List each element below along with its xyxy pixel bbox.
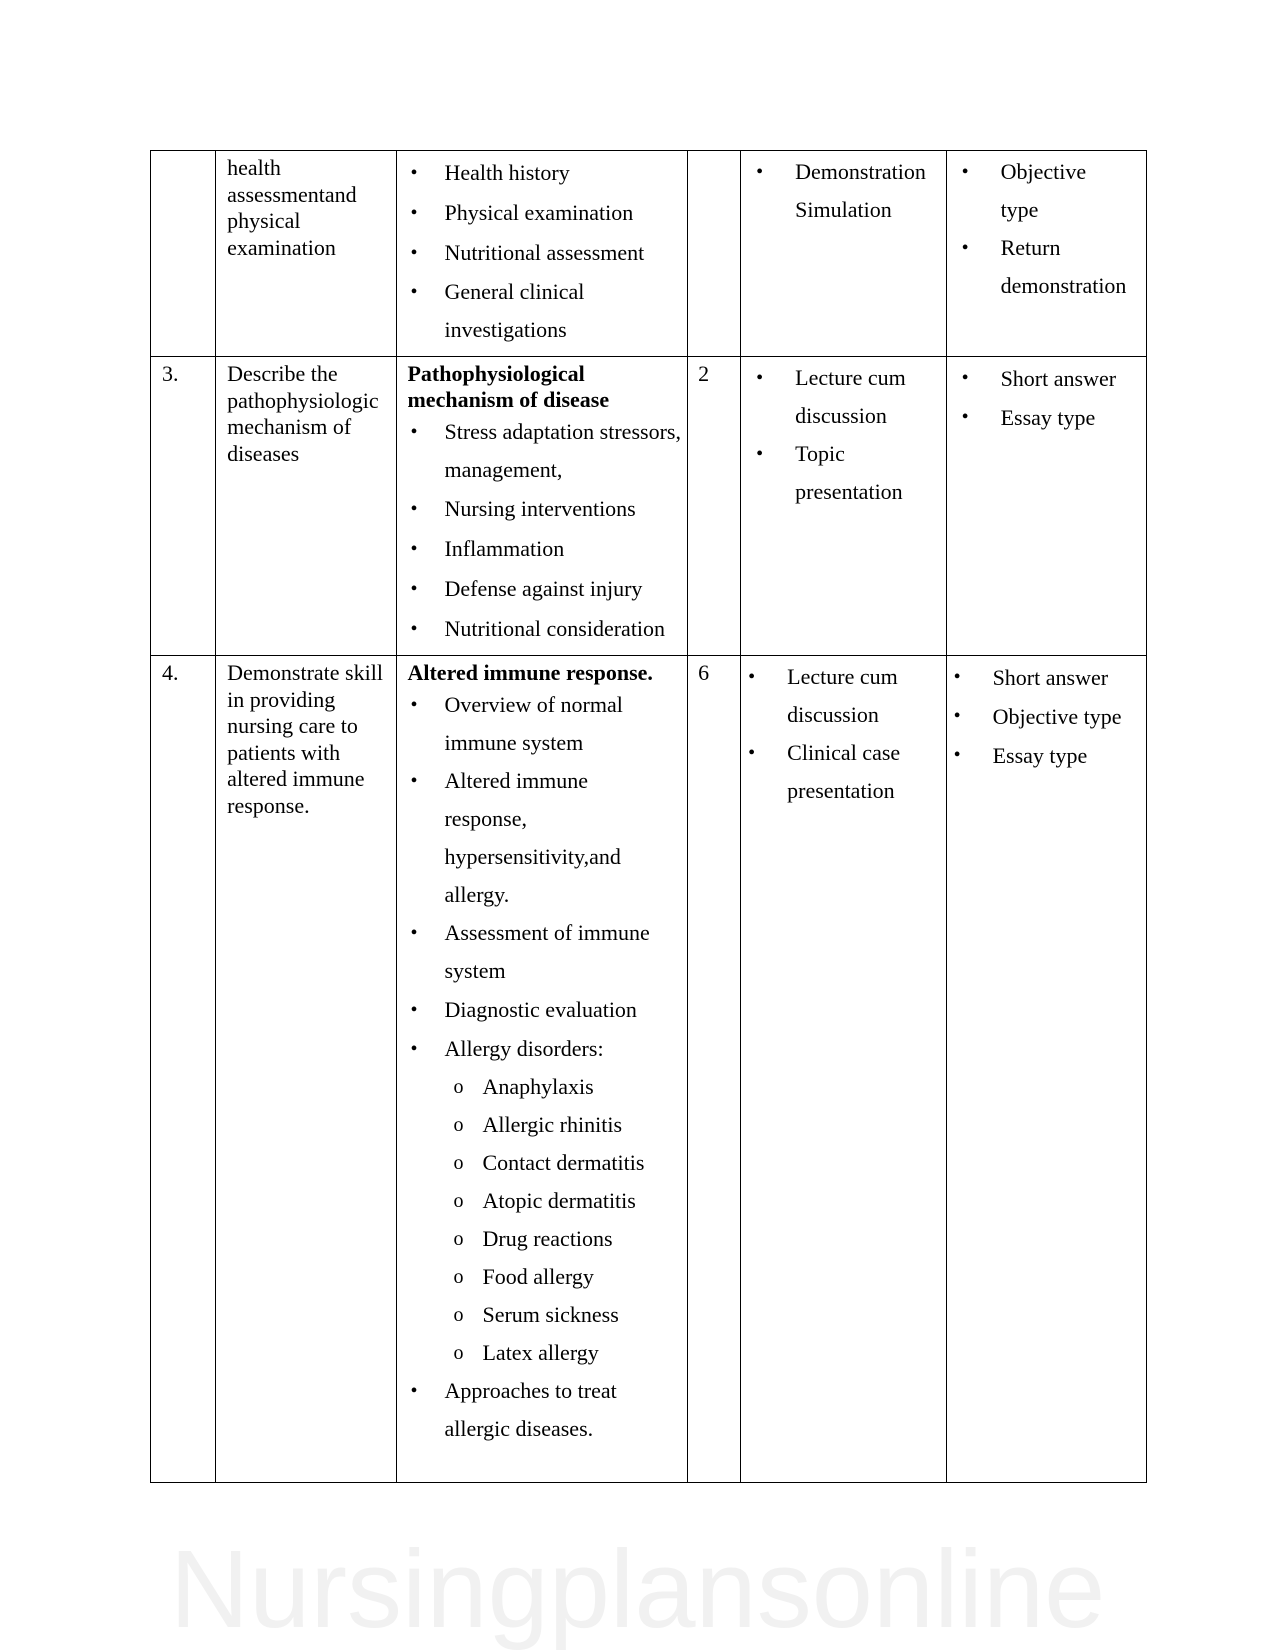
item-text: Return demonstration — [1000, 235, 1127, 298]
content-cell — [397, 656, 688, 1483]
sub-list-item: o Atopic dermatitis — [407, 1182, 681, 1220]
content-cell — [397, 151, 688, 357]
table-row — [151, 151, 1147, 357]
allergy-sublist — [407, 1068, 681, 1372]
hours-cell: 2 — [688, 357, 741, 656]
item-text: Objective type — [1000, 159, 1087, 222]
hours-cell — [688, 151, 741, 357]
sub-list-item: o Allergic rhinitis — [407, 1106, 681, 1144]
item-text: Lecture cum discussion — [795, 365, 906, 429]
unit-number: 4. — [151, 656, 216, 1483]
list-item: • Nutritional consideration — [407, 609, 681, 649]
sub-list-item: o Contact dermatitis — [407, 1144, 681, 1182]
content-list — [407, 686, 681, 1068]
evaluation-cell — [946, 656, 1146, 1483]
teaching-cell — [741, 656, 946, 1483]
watermark: Nursingplansonline — [169, 1528, 1106, 1651]
list-item — [407, 1372, 681, 1448]
item-text: Altered immune response, hypersensitivity,and allergy. — [444, 768, 621, 908]
list-item: • Short answer — [959, 359, 1142, 398]
list-item — [407, 686, 681, 762]
sub-list-item: o Food allergy — [407, 1258, 681, 1296]
item-text: General clinical investigations — [444, 279, 585, 342]
list-item: • Diagnostic evaluation — [407, 990, 681, 1030]
list-item — [407, 762, 681, 914]
list-item — [407, 273, 681, 349]
evaluation-cell — [946, 357, 1146, 656]
list-item: • Physical examination — [407, 193, 681, 233]
list-item: • Allergy disorders: — [407, 1030, 681, 1068]
sub-list-item: o Anaphylaxis — [407, 1068, 681, 1106]
content-title: Altered immune response. — [407, 660, 653, 686]
objective-cell: Demonstrate skill in providing nursing care to patients with altered immune response. — [216, 656, 397, 1483]
objective-cell: health assessmentand physical examination — [216, 151, 397, 357]
objective-cell: Describe the pathophysiologic mechanism of diseases — [216, 357, 397, 656]
list-item: • Inflammation — [407, 529, 681, 569]
list-item — [407, 413, 681, 489]
item-text: Clinical case presentation — [787, 740, 901, 804]
list-item — [753, 435, 941, 511]
teaching-list — [753, 359, 941, 511]
list-item — [959, 153, 1142, 229]
unit-number — [151, 151, 216, 357]
unit-number: 3. — [151, 357, 216, 656]
evaluation-list — [959, 359, 1142, 437]
item-text: Topic presentation — [795, 441, 903, 505]
hours-cell: 6 — [688, 656, 741, 1483]
list-item: • Health history — [407, 153, 681, 193]
item-text: Stress adaptation stressors, management, — [444, 419, 681, 483]
item-text: Demonstration Simulation — [795, 159, 926, 222]
list-item: • Essay type — [951, 736, 1142, 775]
evaluation-list — [951, 658, 1142, 775]
content-list — [407, 153, 681, 349]
table-row — [151, 656, 1147, 1483]
content-list-end — [407, 1372, 681, 1448]
list-item — [745, 658, 941, 734]
list-item: • Defense against injury — [407, 569, 681, 609]
sub-list-item: o Latex allergy — [407, 1334, 681, 1372]
item-text: Lecture cum discussion — [787, 664, 898, 728]
list-item — [753, 153, 941, 229]
sub-list-item: o Drug reactions — [407, 1220, 681, 1258]
item-text: Overview of normal immune system — [444, 692, 623, 756]
sub-list-item: o Serum sickness — [407, 1296, 681, 1334]
syllabus-table — [150, 150, 1147, 1483]
evaluation-cell — [946, 151, 1146, 357]
content-list — [407, 413, 681, 649]
item-text: Approaches to treat allergic diseases. — [444, 1378, 617, 1442]
content-title: Pathophysiological mechanism of disease — [407, 361, 610, 413]
evaluation-list — [959, 153, 1142, 305]
list-item: • Short answer — [951, 658, 1142, 697]
teaching-list — [753, 153, 941, 229]
list-item: • Essay type — [959, 398, 1142, 437]
list-item — [959, 229, 1142, 305]
list-item: • Nursing interventions — [407, 489, 681, 529]
list-item — [753, 359, 941, 435]
list-item — [407, 914, 681, 990]
list-item: • Objective type — [951, 697, 1142, 736]
list-item: • Nutritional assessment — [407, 233, 681, 273]
teaching-list — [745, 658, 941, 810]
content-cell — [397, 357, 688, 656]
list-item — [745, 734, 941, 810]
teaching-cell — [741, 151, 946, 357]
teaching-cell — [741, 357, 946, 656]
item-text: Assessment of immune system — [444, 920, 650, 984]
table-row — [151, 357, 1147, 656]
